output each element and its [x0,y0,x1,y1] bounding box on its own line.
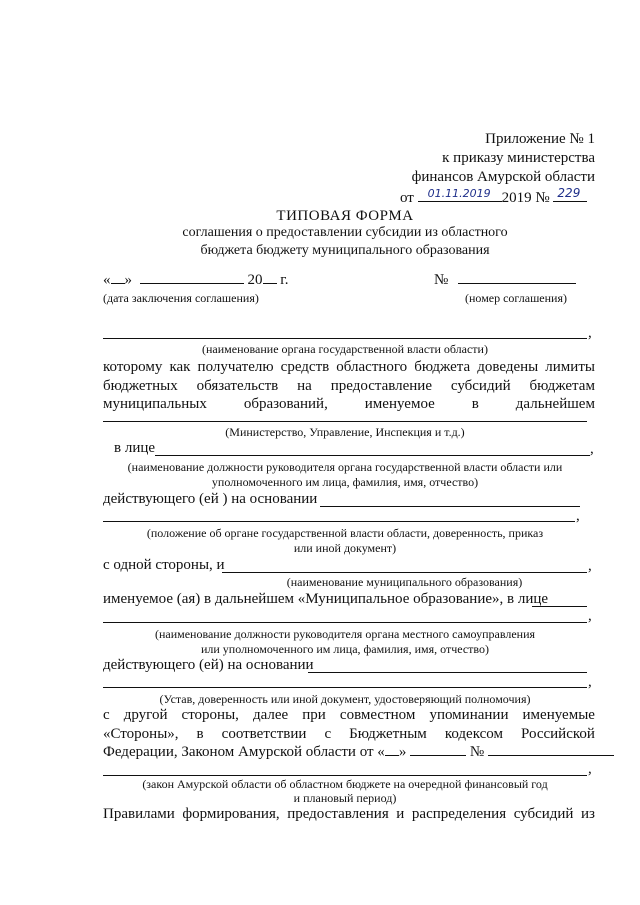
word: Российской [521,726,595,742]
word: другой [123,707,168,723]
year-blank [263,283,277,284]
word: «Стороны», [103,726,179,742]
date-caption: (дата заключения соглашения) [103,291,259,305]
acting-basis-label-2: действующего (ей) на основании [103,657,314,673]
caption-local-2: или уполномоченного им лица, фамилия, имя, отчество) [200,642,490,656]
quote-open: « [103,272,111,288]
word: и [396,806,405,822]
word: бюджетам [529,378,595,394]
form-subtitle-1: соглашения о предоставлении субсидии из областного [182,225,508,240]
comma: , [588,674,592,690]
appendix-label: Приложение № 1 [485,131,595,147]
caption-ministry: (Министерство, Управление, Инспекция и т.д.) [225,425,465,439]
year-text: 2019 [501,190,532,206]
comma: , [588,558,592,574]
in-person-label: в лице [114,440,156,456]
word: при [302,707,326,723]
caption-municipality: (наименование муниципального образования) [286,575,523,589]
word: совместном [339,707,416,723]
word: на [297,378,312,394]
comma: , [588,325,592,341]
word: субсидий [513,806,574,822]
word: кодексом [444,726,503,742]
handwritten-number: 229 [557,186,581,200]
agreement-number-row [434,272,576,289]
word: бюджетных [103,378,178,394]
word: доведены [477,359,539,375]
word: лимиты [545,359,595,375]
paragraph-2-line-2 [103,726,595,743]
word: муниципальных [103,396,207,412]
word: именуемое [364,396,435,412]
word: стороны, [181,707,239,723]
paragraph-1-line-1 [103,359,595,376]
word: в [196,726,204,742]
word: получателю [197,359,274,375]
word: как [169,359,191,375]
day-blank [111,283,125,284]
number-caption: (номер соглашения) [465,291,567,305]
acting-basis-blank-3 [308,672,587,673]
word: предоставление [330,378,432,394]
word: областного [336,359,408,375]
acting-basis-blank-1 [320,506,580,507]
word: средств [280,359,330,375]
word: дальнейшем [515,396,595,412]
number-blank [553,187,587,202]
word: формирования, [182,806,280,822]
date-prefix: от [400,190,414,206]
comma: , [590,441,594,457]
form-title: ТИПОВАЯ ФОРМА [276,208,414,224]
month-blank [140,283,244,284]
caption-org: (наименование органа государственной власти области) [202,342,488,356]
word: распределения [411,806,507,822]
agreement-date-row [103,272,288,289]
word: предоставления [287,806,389,822]
word: Правилами [103,806,175,822]
number-sign: № [535,190,550,206]
named-municipality-text: именуемое (ая) в дальнейшем «Муниципальное образование», в лице [103,591,549,607]
word: образований, [243,396,328,412]
law-day-blank [385,755,399,756]
caption-law-2: и плановый период) [293,791,397,805]
municipality-blank [222,572,587,573]
law-number-blank [488,755,614,756]
word: далее [252,707,289,723]
law-reference-text: Федерации, Законом Амурской области от « [103,744,385,760]
caption-local-1: (наименование должности руководителя органа местного самоуправления [154,627,536,641]
word: субсидий [450,378,511,394]
quote-close: » [124,272,132,288]
word: упоминании [429,707,509,723]
order-ref-line: к приказу министерства [442,150,595,166]
form-subtitle-2: бюджета бюджету муниципального образования [200,243,490,258]
handwritten-date: 01.11.2019 [427,187,491,200]
order-date-row [400,187,587,207]
word: бюджета [414,359,471,375]
paragraph-1-line-3 [103,396,595,413]
year-suffix: г. [280,272,289,288]
word: в [471,396,479,412]
local-head-blank [103,622,587,623]
date-blank [418,187,502,202]
acting-basis-blank-2 [103,521,575,522]
word: которому [103,359,163,375]
word: из [581,806,595,822]
caption-head-2: уполномоченного им лица, фамилия, имя, отчество) [211,475,479,489]
law-name-blank [103,775,587,776]
ministry-blank [103,421,587,422]
paragraph-3-line-1 [103,806,595,823]
paragraph-2-line-3 [103,744,614,761]
word: с [324,726,332,742]
caption-law-1: (закон Амурской области об областном бюджете на очередной финансовый год [142,777,548,791]
acting-basis-label-1: действующего (ей ) на основании [103,491,318,507]
agreement-number-sign: № [434,272,449,288]
word: с [103,707,110,723]
paragraph-2-line-1 [103,707,595,724]
comma: , [588,608,592,624]
org-name-blank [103,338,587,339]
comma: , [588,761,592,777]
acting-basis-blank-4 [103,687,587,688]
year-prefix: 20 [247,272,263,288]
agreement-number-blank [458,283,576,284]
caption-head-1: (наименование должности руководителя органа государственной власти области или [127,460,563,474]
paragraph-1-line-2 [103,378,595,395]
word: Бюджетным [349,726,427,742]
word: обязательств [196,378,279,394]
word: именуемые [522,707,595,723]
one-side-label: с одной стороны, и [103,557,225,573]
named-municipality-blank [532,606,587,607]
law-quote-close: » [398,744,407,760]
ministry-line: финансов Амурской области [411,169,595,185]
word: соответствии [221,726,307,742]
law-month-blank [410,755,466,756]
caption-basis-1: (положение об органе государственной власти области, доверенность, приказ [146,526,544,540]
in-person-blank [155,455,590,456]
law-number-sign: № [469,744,485,760]
caption-charter: (Устав, доверенность или иной документ, удостоверяющий полномочия) [159,692,531,706]
comma: , [576,508,580,524]
caption-basis-2: или иной документ) [293,541,397,555]
